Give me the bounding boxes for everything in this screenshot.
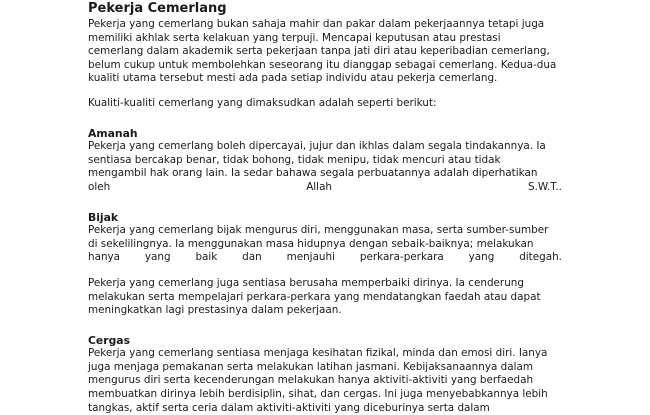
bijak-line: melakukan serta mempelajari perkara-perkara yang mendatangkan faedah atau dapat — [88, 290, 541, 303]
amanah-line: mengambil hak orang lain. Ia sedar bahawa segala perbuatannya adalah diperhatikan — [88, 167, 538, 180]
amanah-line: Pekerja yang cemerlang boleh dipercayai, jujur dan ikhlas dalam segala tindakannya. Ia — [88, 140, 546, 153]
bijak-line: di sekelilingnya. Ia menggunakan masa hidupnya dengan sebaik-baiknya; melakukan — [88, 237, 534, 250]
cergas-line: membuatkan dirinya lebih berdisiplin, sihat, dan cergas. Ini juga menyebabkannya lebih — [88, 388, 548, 401]
intro-line: cemerlang dalam akademik serta pekerjaan tanpa jati diri atau keperibadian cemerlang, — [88, 45, 550, 58]
bijak-line: meningkatkan lagi prestasinya dalam pekerjaan. — [88, 304, 342, 317]
section-heading-cergas: Cergas — [88, 333, 131, 347]
amanah-last-word: oleh — [88, 180, 111, 193]
bijak-last-word: yang — [468, 251, 495, 264]
cergas-paragraph — [88, 347, 562, 415]
cergas-line: Pekerja yang cemerlang sentiasa menjaga kesihatan fizikal, minda dan emosi diri. Ianya — [88, 347, 548, 360]
bijak-last-word: yang — [144, 251, 171, 264]
intro-line: belum cukup untuk membolehkan seseorang itu dianggap sebagai cemerlang. Kedua-dua — [88, 58, 557, 71]
document-title: Pekerja Cemerlang — [88, 1, 227, 16]
bijak-line: Pekerja yang cemerlang juga sentiasa berusaha memperbaiki dirinya. Ia cenderung — [88, 276, 524, 289]
amanah-line: sentiasa bercakap benar, tidak bohong, tidak menipu, tidak mencuri atau tidak — [88, 153, 501, 166]
bijak-last-word: hanya — [88, 251, 121, 264]
cergas-line: mengurus diri serta kecenderungan melakukan hanya aktiviti-aktiviti yang berfaedah — [88, 374, 534, 387]
document-body — [88, 0, 562, 415]
cergas-line: juga menjaga pemakanan serta melakukan latihan jasmani. Kebijaksanaannya dalam — [88, 360, 534, 373]
intro-line: Pekerja yang cemerlang bukan sahaja mahir dan pakar dalam pekerjaannya tetapi juga — [88, 18, 545, 30]
cergas-line: tangkas, aktif serta ceria dalam aktiviti-aktiviti yang diceburinya serta dalam — [88, 401, 490, 414]
intro-paragraph — [88, 18, 562, 86]
amanah-last-line — [88, 181, 562, 195]
bijak-last-word: dan — [242, 251, 262, 264]
amanah-last-word: Allah — [306, 180, 333, 193]
bijak-last-word: perkara-perkara — [359, 251, 444, 264]
intro-line: kualiti utama tersebut mesti ada pada setiap individu atau pekerja cemerlang. — [88, 72, 498, 85]
section-heading-bijak: Bijak — [88, 210, 119, 224]
amanah-last-word: S.W.T.. — [527, 180, 562, 193]
lead-in-text: Kualiti-kualiti cemerlang yang dimaksudkan adalah seperti berikut: — [88, 96, 437, 109]
bijak-paragraph — [88, 224, 562, 265]
bijak-last-word: baik — [195, 251, 218, 264]
amanah-paragraph — [88, 140, 562, 194]
bijak-line: Pekerja yang cemerlang bijak mengurus diri, menggunakan masa, serta sumber-sumber — [88, 224, 549, 237]
section-heading-amanah: Amanah — [88, 126, 138, 140]
bijak-paragraph-2 — [88, 277, 562, 318]
bijak-last-word: ditegah. — [519, 251, 562, 264]
bijak-last-word: menjauhi — [286, 251, 335, 264]
bijak-last-line — [88, 251, 562, 265]
intro-line: memiliki akhlak serta kelakuan yang terpuji. Mencapai keputusan atau prestasi — [88, 31, 501, 44]
